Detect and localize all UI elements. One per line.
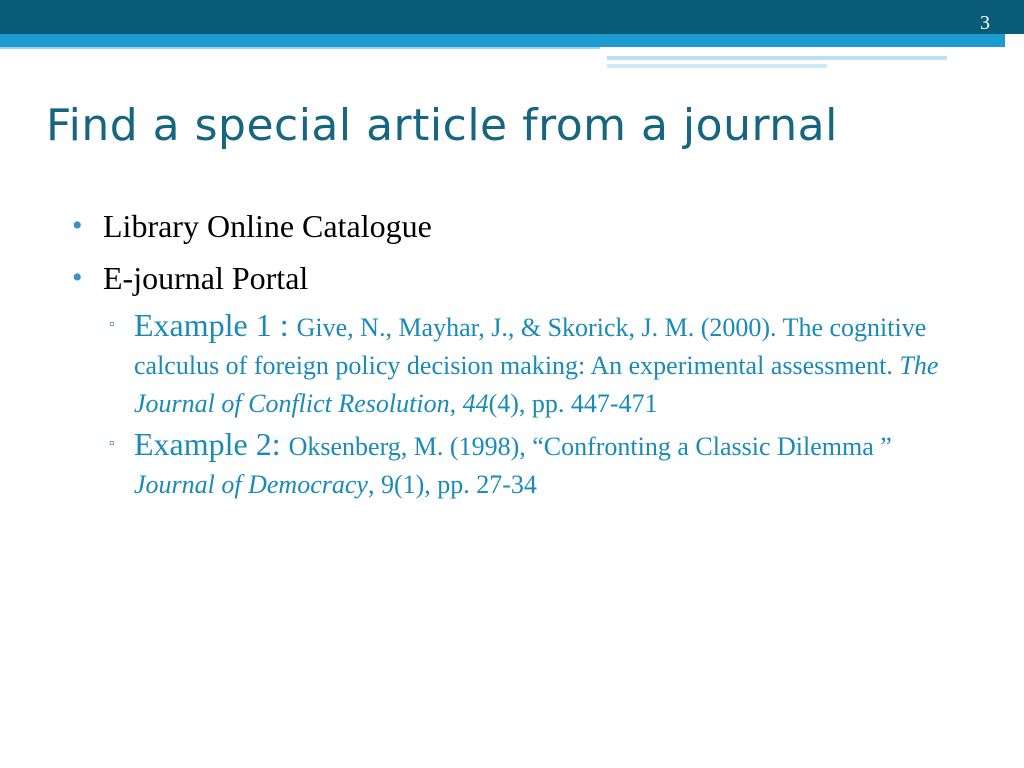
header-stripe [0,47,600,49]
bullet-icon: • [72,209,83,242]
slide-title: Find a special article from a journal [46,100,838,151]
header-stripe [607,64,827,68]
header-bar-dark [0,0,1024,34]
example-1-journal: The Journal of Conflict Resolution, 44 [134,351,939,418]
slide-content [72,200,972,504]
example-1-citation: Give, N., Mayhar, J., & Skorick, J. M. (2000). The cognitive calculus of foreign policy decision making: An experimental assessment. [134,313,927,380]
header-divider [1006,34,1007,70]
header-bar-blue [0,34,1005,47]
example-2-lead: Example 2: [134,426,289,462]
example-2-citation: Oksenberg, M. (1998), “Confronting a Classic Dilemma ” [288,432,892,461]
bullet-text: Library Online Catalogue [103,208,432,244]
bullet-text: E-journal Portal [103,260,309,296]
sub-bullet-item [72,425,972,504]
example-2-pages: , 9(1), pp. 27-34 [367,470,537,499]
sub-bullet-item [72,306,972,423]
example-2-journal: Journal of Democracy [134,470,368,499]
page-number: 3 [980,12,990,34]
sub-bullet-icon: ▫ [109,316,115,333]
example-1-lead: Example 1 : [134,307,297,343]
sub-bullet-icon: ▫ [109,435,115,452]
bullet-item [72,252,972,304]
header-stripe [607,56,947,60]
bullet-icon: • [72,261,83,294]
bullet-item [72,200,972,252]
example-1-pages: (4), pp. 447-471 [488,389,658,418]
